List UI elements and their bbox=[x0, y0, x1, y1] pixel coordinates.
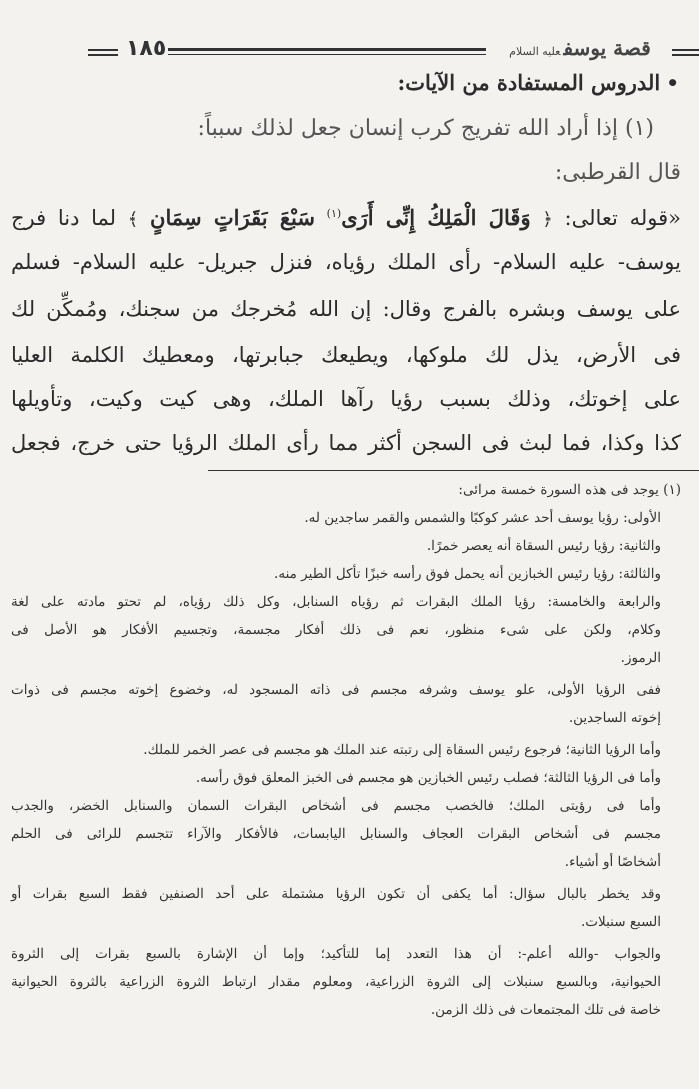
body-line-4: فى الأرض، يذل لك ملوكها، ويطيعك جبابرتها، ومعطيك الكلمة العليا bbox=[11, 343, 681, 367]
source-label: قال القرطبى: bbox=[554, 160, 681, 185]
quran-verse-part-1: وَقَالَ الْمَلِكُ إِنِّى أَرَى bbox=[341, 205, 531, 230]
point-one-heading: (١) إذا أراد الله تفريج كرب إنسان جعل لذلك سبباً: bbox=[197, 116, 654, 141]
page-header bbox=[0, 36, 699, 66]
body-line-6: كذا وكذا، فما لبث فى السجن أكثر مما رأى الملك الرؤيا حتى خرج، فجعل bbox=[11, 431, 681, 455]
footnote-line: وقد يخطر بالبال سؤال: أما يكفى أن تكون الرؤيا مشتملة على أحد الصنفين فقط السبع بقرات أو bbox=[11, 886, 661, 902]
running-title bbox=[492, 36, 668, 60]
footnote-line: ففى الرؤيا الأولى، علو يوسف وشرفه مجسم فى ذاته المسجود له، وخضوع إخوته مجسم فى ذوات bbox=[11, 682, 661, 698]
heading-bullet: • bbox=[666, 71, 679, 95]
body-line-5: على إخوتك، وذلك بسبب رؤيا رآها الملك، وهى كيت وكيت، وتأويلها bbox=[11, 387, 681, 411]
footnote-separator bbox=[208, 470, 699, 471]
header-rule-right-lower bbox=[672, 54, 699, 56]
footnote-line: والثالثة: رؤيا رئيس الخبازين أنه يحمل فوق رأسه خبزًا تأكل الطير منه. bbox=[274, 566, 661, 582]
body-line-1-suffix: لما دنا فرج bbox=[11, 206, 117, 230]
body-line-3: على يوسف وبشره بالفرج وقال: إن الله مُخرجك من سجنك، ومُمكِّن لك bbox=[11, 297, 681, 321]
footnote-line: والجواب -والله أعلم-: أن هذا التعدد إما للتأكيد؛ وإما أن الإشارة بالسبع بقرات إلى الثروة bbox=[11, 946, 661, 962]
quran-close-bracket: ﴾ bbox=[127, 209, 139, 230]
footnote-line: إخوته الساجدين. bbox=[568, 710, 661, 726]
footnote-line: وأما الرؤيا الثانية؛ فرجوع رئيس السقاة إلى رتبته عند الملك هو مجسم فى عصر الخمر للملك. bbox=[143, 742, 661, 758]
quran-open-bracket: ﴿ bbox=[542, 209, 553, 230]
page-number: ١٨٥ bbox=[126, 36, 167, 61]
footnote-line: الرموز. bbox=[620, 650, 661, 666]
footnote-line: (١) يوجد فى هذه السورة خمسة مرائى: bbox=[458, 482, 681, 498]
footnote-reference: (١) bbox=[326, 207, 342, 220]
body-line-1 bbox=[11, 205, 681, 230]
header-rule-right bbox=[672, 49, 699, 51]
quran-verse-part-2: سَبْعَ بَقَرَاتٍ سِمَانٍ bbox=[150, 205, 315, 230]
footnote-line: والثانية: رؤيا رئيس السقاة أنه يعصر خمرًا. bbox=[426, 538, 661, 554]
footnote-line: الحيوانية، وبالسبع سنبلات إلى الثروة الزراعية، ومعلوم مقدار ارتباط الثروة الزراعية بالثروة الحيوانية bbox=[11, 974, 661, 990]
running-title-text: قصة يوسف bbox=[563, 36, 651, 60]
lessons-heading-text: الدروس المستفادة من الآيات: bbox=[397, 70, 661, 95]
header-rule-left bbox=[88, 49, 118, 51]
footnote-line: وكلام، ولكن على شىء منظور، نعم فى ذلك أفكار مجسمة، وتجسيم الأفكار هو الأصل فى bbox=[11, 622, 661, 638]
body-line-2: يوسف- عليه السلام- رأى الملك رؤياه، فنزل جبريل- عليه السلام- فسلم bbox=[11, 250, 681, 274]
footnote-line: خاصة فى تلك المجتمعات فى ذلك الزمن. bbox=[430, 1002, 661, 1018]
header-rule-left-lower bbox=[88, 54, 118, 56]
footnote-line: والرابعة والخامسة: رؤيا الملك البقرات ثم رؤياه السنابل، وكل ذلك رؤياه، لم تحتو مادته على لغة bbox=[11, 594, 661, 610]
footnote-line: وأما فى رؤيتى الملك؛ فالخصب مجسم فى أشخاص البقرات السمان والسنابل الخضر، والجدب bbox=[11, 798, 661, 814]
footnote-line: السبع سنبلات. bbox=[581, 914, 661, 930]
footnote-line: أشخاصًا أو أشياء. bbox=[564, 854, 661, 870]
lessons-heading bbox=[19, 70, 679, 95]
running-title-honorific: عليه السلام bbox=[509, 45, 561, 58]
footnote-line: مجسم فى أشخاص البقرات العجاف والسنابل اليابسات، فالأفكار والآراء تتجسم للرائى فى الحلم bbox=[11, 826, 661, 842]
body-line-1-prefix: «قوله تعالى: bbox=[564, 206, 681, 230]
header-rule-middle-lower bbox=[168, 54, 486, 55]
footnote-line: وأما فى الرؤيا الثالثة؛ فصلب رئيس الخبازين هو مجسم فى الخبز المعلق فوق رأسه. bbox=[195, 770, 661, 786]
footnote-line: الأولى: رؤيا يوسف أحد عشر كوكبًا والشمس والقمر ساجدين له. bbox=[304, 510, 661, 526]
header-rule-middle bbox=[168, 48, 486, 51]
